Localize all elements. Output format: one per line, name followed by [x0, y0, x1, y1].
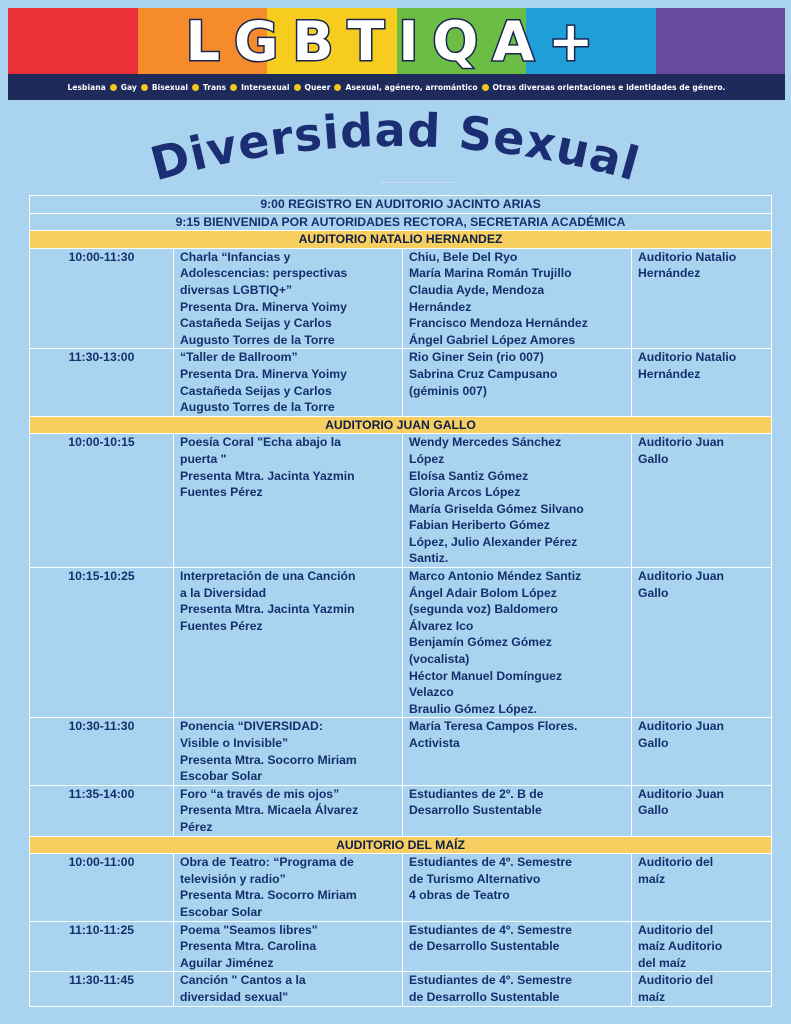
cell-line: Presenta Mtra. Jacinta Yazmin [180, 468, 355, 483]
activity-cell [174, 434, 403, 568]
cell-line: María Marina Román Trujillo [409, 266, 572, 281]
time-cell: 11:30-11:45 [30, 972, 174, 1006]
activity-cell [174, 854, 403, 921]
table-row [30, 972, 772, 1006]
bullet-dot-icon [482, 84, 489, 91]
activity-cell [174, 248, 403, 349]
cell-line: Augusto Torres de la Torre [180, 400, 335, 415]
time-cell: 10:00-11:30 [30, 248, 174, 349]
cell-line: Charla “Infancias y [180, 249, 291, 264]
cell-line: Auditorio Juan [638, 719, 724, 734]
activity-cell [174, 972, 403, 1006]
cell-line: (vocalista) [409, 652, 470, 667]
cell-line: diversidad sexual" [180, 989, 289, 1004]
cell-line: Adolescencias: perspectivas [180, 266, 348, 281]
table-row [30, 785, 772, 836]
cell-line: María Teresa Campos Flores. [409, 719, 578, 734]
cell-line: “Taller de Ballroom” [180, 350, 298, 365]
cell-line: Presenta Dra. Minerva Yoimy [180, 366, 347, 381]
cell-line: Rio Giner Sein (rio 007) [409, 350, 544, 365]
cell-line: Presenta Dra. Minerva Yoimy [180, 299, 347, 314]
cell-line: Augusto Torres de la Torre [180, 332, 335, 347]
cell-line: Foro “a través de mis ojos” [180, 786, 340, 801]
cell-line: Eloísa Santiz Gómez [409, 468, 529, 483]
schedule-body [30, 196, 772, 1007]
cell-line: Fuentes Pérez [180, 618, 263, 633]
cell-line: Aguilar Jiménez [180, 955, 274, 970]
section-header [30, 836, 772, 854]
cell-line: Benjamín Gómez Gómez [409, 635, 552, 650]
cell-line: Gallo [638, 803, 669, 818]
cell-line: Hernández [638, 366, 701, 381]
table-row [30, 921, 772, 972]
cell-line: Wendy Mercedes Sánchez [409, 435, 562, 450]
section-title: AUDITORIO NATALIO HERNANDEZ [30, 231, 772, 249]
cell-line: Ponencia “DIVERSIDAD: [180, 719, 323, 734]
cell-line: Obra de Teatro: “Programa de [180, 855, 354, 870]
section-title: AUDITORIO DEL MAÍZ [30, 836, 772, 854]
cell-line: Auditorio Juan [638, 786, 724, 801]
cell-line: Presenta Mtra. Jacinta Yazmin [180, 602, 355, 617]
section-header [30, 231, 772, 249]
activity-cell [174, 568, 403, 718]
cell-line: Braulio Gómez López. [409, 701, 537, 716]
identity-label: Otras diversas orientaciones e identidades de género. [492, 82, 726, 92]
participants-cell [403, 921, 632, 972]
cell-line: Gallo [638, 736, 669, 750]
identity-label: Asexual, agénero, arromántico [345, 82, 478, 92]
time-cell: 10:00-10:15 [30, 434, 174, 568]
cell-line: Poesía Coral "Echa abajo la [180, 435, 341, 450]
cell-line: Presenta Mtra. Carolina [180, 939, 317, 954]
cell-line: Francisco Mendoza Hernández [409, 316, 588, 331]
cell-line: Ángel Gabriel López Amores [409, 332, 576, 347]
cell-line: Auditorio Natalio [638, 350, 737, 365]
schedule-table [29, 195, 772, 1007]
cell-line: Interpretación de una Canción [180, 569, 356, 584]
cell-line: Marco Antonio Méndez Santiz [409, 569, 582, 584]
cell-line: del maíz [638, 955, 687, 970]
cell-line: María Griselda Gómez Silvano [409, 501, 584, 516]
cell-line: (géminis 007) [409, 383, 487, 398]
cell-line: Auditorio Juan [638, 435, 724, 450]
time-cell: 10:00-11:00 [30, 854, 174, 921]
bullet-dot-icon [141, 84, 148, 91]
place-cell [632, 248, 772, 349]
participants-cell [403, 785, 632, 836]
cell-line: Héctor Manuel Domínguez [409, 668, 563, 683]
bullet-dot-icon [192, 84, 199, 91]
cell-line: Álvarez Ico [409, 618, 474, 633]
participants-cell [403, 972, 632, 1006]
time-cell: 11:35-14:00 [30, 785, 174, 836]
cell-line: (segunda voz) Baldomero [409, 602, 558, 617]
table-row [30, 349, 772, 416]
activity-cell [174, 921, 403, 972]
participants-cell [403, 718, 632, 785]
cell-line: Escobar Solar [180, 904, 262, 919]
place-cell [632, 854, 772, 921]
identity-label: Bisexual [151, 82, 188, 92]
cell-line: Gloria Arcos López [409, 485, 521, 500]
cell-line: Claudia Ayde, Mendoza [409, 282, 545, 297]
cell-line: Castañeda Seijas y Carlos [180, 383, 332, 398]
cell-line: maíz [638, 871, 666, 886]
time-cell: 10:15-10:25 [30, 568, 174, 718]
cell-line: Hernández [638, 266, 701, 281]
cell-line: 4 obras de Teatro [409, 888, 510, 903]
cell-line: López, Julio Alexander Pérez [409, 534, 578, 549]
cell-line: Velazco [409, 685, 454, 700]
cell-line: Poema "Seamos libres" [180, 922, 318, 937]
cell-line: de Desarrollo Sustentable [409, 939, 560, 954]
cell-line: puerta " [180, 451, 227, 466]
place-cell [632, 785, 772, 836]
cell-line: Presenta Mtra. Socorro Miriam [180, 888, 357, 903]
bullet-dot-icon [294, 84, 301, 91]
identity-label: Trans [202, 82, 227, 92]
participants-cell [403, 434, 632, 568]
table-row [30, 434, 772, 568]
time-cell: 11:30-13:00 [30, 349, 174, 416]
opening-text: 9:15 BIENVENIDA POR AUTORIDADES RECTORA, SECRETARIA ACADÉMICA [30, 213, 772, 231]
identity-label: Intersexual [241, 82, 290, 92]
identities-bar [8, 74, 785, 100]
cell-line: Santiz. [409, 551, 449, 566]
cell-line: Desarrollo Sustentable [409, 803, 542, 818]
cell-line: Escobar Solar [180, 769, 262, 784]
place-cell [632, 434, 772, 568]
table-row [30, 568, 772, 718]
place-cell [632, 349, 772, 416]
cell-line: Auditorio del [638, 922, 714, 937]
cell-line: Estudiantes de 2º. B de [409, 786, 544, 801]
cell-line: Ángel Adair Bolom López [409, 585, 557, 600]
cell-line: maíz [638, 989, 666, 1004]
cell-line: Presenta Mtra. Socorro Miriam [180, 752, 357, 767]
activity-cell [174, 785, 403, 836]
cell-line: Canción " Cantos a la [180, 973, 306, 988]
section-title: AUDITORIO JUAN GALLO [30, 416, 772, 434]
cell-line: de Desarrollo Sustentable [409, 989, 560, 1004]
cell-line: Castañeda Seijas y Carlos [180, 316, 332, 331]
activity-cell [174, 349, 403, 416]
banner-title: LGBTIQA+ [185, 9, 608, 73]
cell-line: televisión y radio” [180, 871, 286, 886]
opening-row [30, 196, 772, 214]
participants-cell [403, 248, 632, 349]
cell-line: López [409, 451, 445, 466]
cell-line: Estudiantes de 4º. Semestre [409, 855, 572, 870]
cell-line: Estudiantes de 4º. Semestre [409, 922, 572, 937]
cell-line: Activista [409, 736, 460, 750]
activity-cell [174, 718, 403, 785]
participants-cell [403, 349, 632, 416]
cell-line: Auditorio del [638, 855, 714, 870]
identity-label: Lesbiana [67, 82, 106, 92]
cell-line: Auditorio Natalio [638, 249, 737, 264]
section-header [30, 416, 772, 434]
time-cell: 11:10-11:25 [30, 921, 174, 972]
identity-label: Queer [304, 82, 331, 92]
table-row [30, 718, 772, 785]
cell-line: Gallo [638, 451, 669, 466]
table-row [30, 248, 772, 349]
cell-line: Visible o Invisible” [180, 736, 289, 750]
cell-line: Auditorio del [638, 973, 714, 988]
cell-line: Fabian Heriberto Gómez [409, 518, 550, 533]
place-cell [632, 972, 772, 1006]
cell-line: maíz Auditorio [638, 939, 723, 954]
cell-line: Auditorio Juan [638, 569, 724, 584]
bullet-dot-icon [334, 84, 341, 91]
place-cell [632, 921, 772, 972]
identity-label: Gay [120, 82, 137, 92]
headline-text: Diversidad Sexual [144, 108, 646, 192]
cell-line: Sabrina Cruz Campusano [409, 366, 558, 381]
participants-cell [403, 854, 632, 921]
cell-line: Presenta Mtra. Micaela Álvarez [180, 803, 359, 818]
cell-line: de Turismo Alternativo [409, 871, 541, 886]
place-cell [632, 718, 772, 785]
table-row [30, 854, 772, 921]
cell-line: Chiu, Bele Del Ryo [409, 249, 518, 264]
place-cell [632, 568, 772, 718]
cell-line: Gallo [638, 585, 669, 600]
cell-line: a la Diversidad [180, 585, 267, 600]
cell-line: Estudiantes de 4º. Semestre [409, 973, 572, 988]
decorative-line [380, 160, 456, 183]
participants-cell [403, 568, 632, 718]
cell-line: Hernández [409, 299, 472, 314]
time-cell: 10:30-11:30 [30, 718, 174, 785]
bullet-dot-icon [110, 84, 117, 91]
cell-line: Fuentes Pérez [180, 485, 263, 500]
opening-row [30, 213, 772, 231]
opening-text: 9:00 REGISTRO EN AUDITORIO JACINTO ARIAS [30, 196, 772, 214]
cell-line: diversas LGBTIQ+” [180, 282, 293, 297]
cell-line: Pérez [180, 819, 213, 834]
bullet-dot-icon [230, 84, 237, 91]
